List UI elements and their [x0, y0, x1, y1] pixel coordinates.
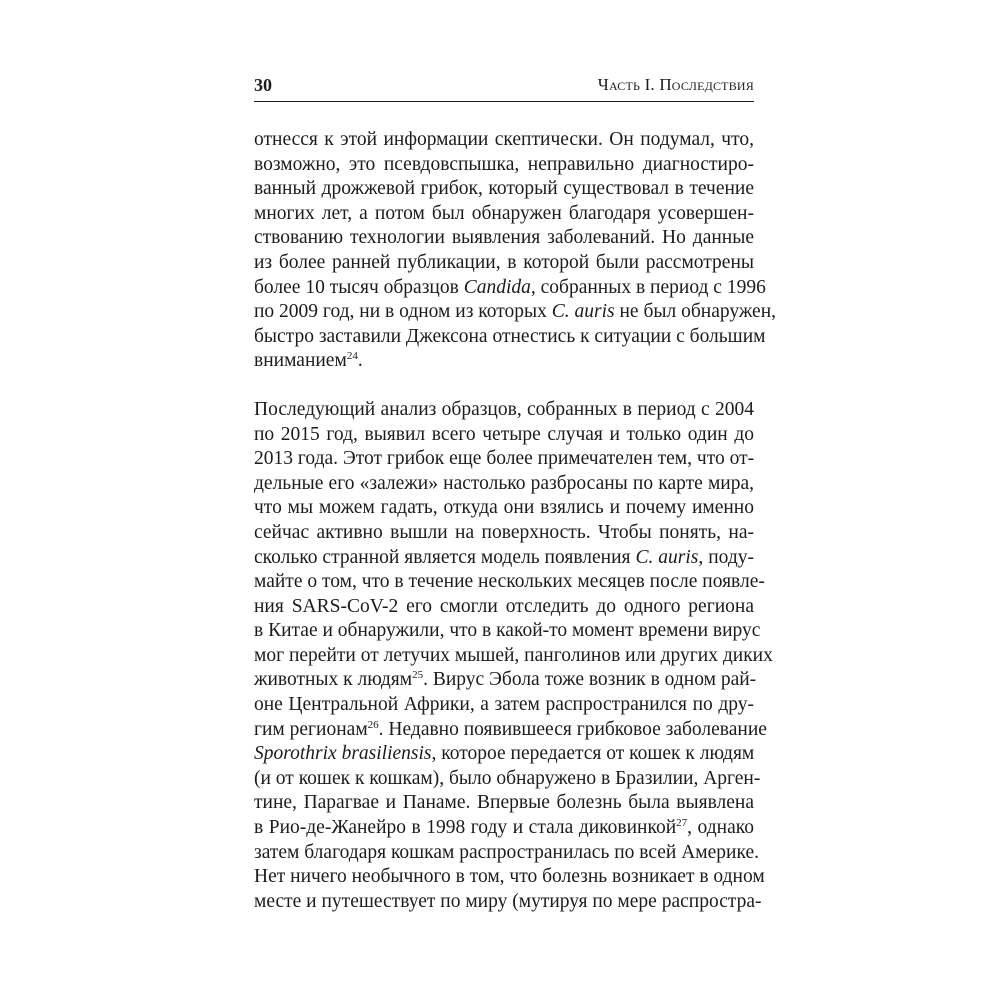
footnote-reference: 27 [676, 817, 688, 830]
text-run: дельные его «залежи» настолько разбросаны по карте мира, [254, 472, 754, 494]
text-run: сколько странной является модель появления [254, 546, 636, 568]
text-run: затем благодаря кошкам распространилась по всей Америке. [254, 841, 760, 863]
text-run: гим регионам [254, 718, 368, 740]
italic-term: C. auris [551, 301, 615, 323]
text-run: из более ранней публикации, в которой были рассмотрены [254, 251, 754, 273]
text-run: оне Центральной Африки, а затем распространился по дру- [254, 694, 754, 716]
text-run: сейчас активно вышли на поверхность. Чтобы понять, на- [254, 521, 754, 543]
text-run: . Недавно появившееся грибковое заболевание [378, 718, 767, 740]
body-text [254, 128, 777, 914]
text-line [254, 841, 760, 866]
text-run: (и от кошек к кошкам), было обнаружено в Бразилии, Арген- [254, 767, 761, 789]
text-line [254, 226, 754, 251]
text-run: что мы можем гадать, откуда они взялись и почему именно [254, 497, 754, 519]
text-run: Нет ничего необычного в том, что болезнь возникает в одном [254, 866, 765, 888]
text-line [254, 325, 766, 350]
footnote-reference: 24 [346, 350, 358, 363]
text-line [254, 472, 754, 497]
text-line [254, 153, 754, 178]
italic-term: C. auris [635, 546, 699, 568]
text-line [254, 398, 754, 423]
text-line [254, 447, 754, 472]
text-run: мог перейти от летучих мышей, панголинов или других диких [254, 644, 773, 666]
text-run: быстро заставили Джексона отнестись к ситуации с большим [254, 325, 766, 347]
text-run: , поду- [698, 546, 755, 568]
footnote-reference: 26 [367, 718, 379, 731]
page-number: 30 [254, 75, 272, 95]
text-run: ствованию технологии выявления заболеваний. Но данные [254, 227, 754, 249]
text-line [254, 619, 761, 644]
text-run: по 2015 год, выявил всего четыре случая и только один до [254, 423, 754, 445]
text-line [254, 546, 754, 571]
text-run: отнесся к этой информации скептически. Он подумал, что, [254, 129, 754, 150]
text-run: ванный дрожжевой грибок, который существовал в течение [254, 178, 754, 200]
text-line [254, 570, 765, 595]
text-run: . [357, 350, 363, 372]
text-run: в Китае и обнаружили, что в какой-то момент времени вирус [254, 620, 761, 642]
text-line [254, 202, 754, 227]
text-run: , которое передается от кошек к людям [431, 743, 755, 765]
footnote-reference: 25 [412, 669, 424, 682]
text-run: животных к людям [254, 669, 413, 691]
text-run: майте о том, что в течение нескольких месяцев после появле- [254, 571, 765, 593]
text-line [254, 693, 754, 718]
text-line [254, 300, 777, 325]
text-run: не был обнаружен, [614, 301, 777, 323]
text-line [254, 890, 762, 915]
text-run: . Вирус Эбола тоже возник в одном рай- [423, 669, 757, 691]
text-line [254, 521, 754, 546]
text-line [254, 767, 761, 792]
text-run: тине, Парагвае и Панаме. Впервые болезнь была выявлена [254, 792, 754, 814]
text-line [254, 251, 754, 276]
paragraph [254, 128, 777, 374]
text-run: , собранных в период с 1996 [530, 276, 766, 298]
text-run: месте и путешествует по миру (мутируя по мере распростра- [254, 890, 762, 912]
page-header [254, 72, 754, 98]
text-run: Последующий анализ образцов, собранных в период с 2004 [254, 398, 754, 420]
text-line [254, 276, 766, 301]
text-line [254, 349, 754, 374]
text-run: вниманием [254, 350, 347, 372]
text-run: 2013 года. Этот грибок еще более примечателен тем, что от- [254, 448, 755, 470]
header-rule [254, 101, 754, 102]
text-line [254, 644, 773, 669]
text-line [254, 423, 754, 448]
text-line [254, 595, 754, 620]
book-page [254, 72, 777, 912]
paragraph [254, 398, 773, 914]
text-line [254, 791, 754, 816]
text-run: возможно, это псевдовспышка, неправильно диагностиро- [254, 153, 754, 175]
text-run: многих лет, а потом был обнаружен благодаря усовершен- [254, 202, 754, 224]
text-run: в Рио-де-Жанейро в 1998 году и стала диковинкой [254, 817, 677, 839]
text-line [254, 177, 754, 202]
text-line [254, 816, 754, 841]
text-line [254, 128, 754, 153]
text-run: по 2009 год, ни в одном из которых [254, 301, 552, 323]
text-run: более 10 тысяч образцов [254, 276, 464, 298]
text-line [254, 742, 754, 767]
text-line [254, 865, 765, 890]
text-line [254, 496, 754, 521]
italic-term: Sporothrix brasiliensis [254, 743, 432, 765]
text-run: ния SARS-CoV-2 его смогли отследить до одного региона [254, 595, 754, 617]
italic-term: Candida [463, 276, 531, 298]
text-line [254, 668, 757, 693]
text-run: , однако [687, 817, 754, 839]
text-line [254, 718, 767, 743]
running-head: Часть I. Последствия [597, 75, 754, 94]
